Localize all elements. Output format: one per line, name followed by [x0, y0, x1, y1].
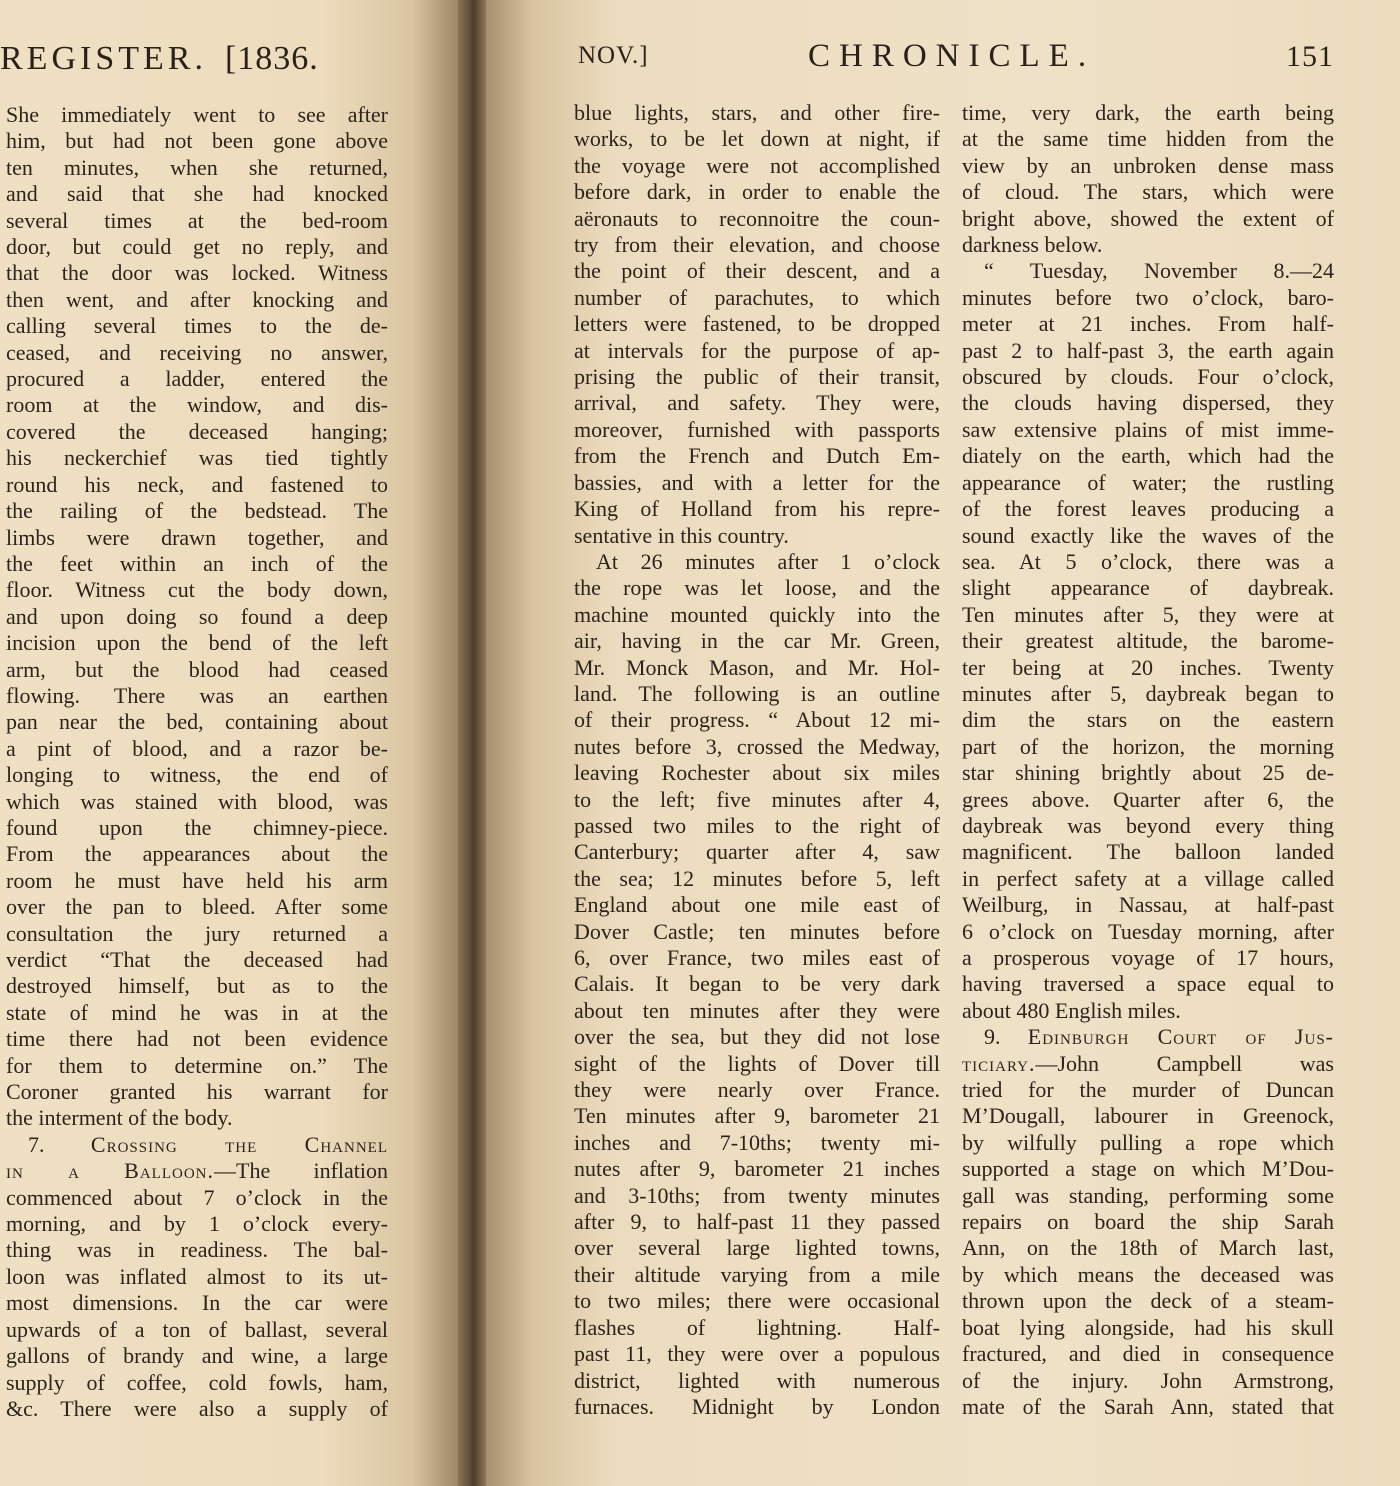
- text-line: darkness below.: [962, 232, 1103, 258]
- text-line: and upon doing so found a deep: [6, 603, 388, 629]
- text-line: ten minutes, when she returned,: [6, 154, 388, 180]
- text-line: before dark, in order to enable the: [574, 179, 940, 205]
- text-line: number of parachutes, to which: [574, 284, 940, 310]
- text-line: in a Balloon.—The inflation: [6, 1158, 388, 1184]
- right-text-column: [962, 100, 1334, 1420]
- text-line: repairs on board the ship Sarah: [962, 1209, 1334, 1235]
- text-line: gallons of brandy and wine, a large: [6, 1343, 388, 1369]
- text-line: a pint of blood, and a razor be-: [6, 735, 388, 761]
- text-line: moreover, furnished with passports: [574, 416, 940, 442]
- text-line: of their progress. “ About 12 mi-: [574, 707, 940, 733]
- text-line: then went, and after knocking and: [6, 286, 388, 312]
- text-line: &c. There were also a supply of: [6, 1395, 388, 1421]
- text-line: the clouds having dispersed, they: [962, 390, 1334, 416]
- text-line: about ten minutes after they were: [574, 997, 940, 1023]
- text-line: longing to witness, the end of: [6, 762, 388, 788]
- text-line: morning, and by 1 o’clock every-: [6, 1211, 388, 1237]
- text-line: ter being at 20 inches. Twenty: [962, 654, 1334, 680]
- text-line: after 9, to half-past 11 they passed: [574, 1209, 940, 1235]
- text-line: verdict “That the deceased had: [6, 947, 388, 972]
- text-line: consultation the jury returned a: [6, 920, 388, 946]
- text-line: obscured by clouds. Four o’clock,: [962, 364, 1334, 390]
- section-heading: in a Balloon.: [6, 1158, 214, 1184]
- text-line: furnaces. Midnight by London: [574, 1393, 940, 1419]
- text-line: room he must have held his arm: [6, 867, 388, 893]
- text-line: Calais. It began to be very dark: [574, 971, 940, 997]
- text-line: Dover Castle; ten minutes before: [574, 918, 940, 944]
- text-line: leaving Rochester about six miles: [574, 760, 940, 786]
- text-line: his neckerchief was tied tightly: [6, 445, 388, 471]
- text-line: state of mind he was in at the: [6, 999, 388, 1025]
- text-line: their greatest altitude, the barome-: [962, 628, 1334, 654]
- section-heading: Crossing the Channel: [90, 1131, 389, 1157]
- text-line: several times at the bed-room: [6, 207, 388, 233]
- text-line: “ Tuesday, November 8.—24: [984, 258, 1334, 284]
- text-line: time, very dark, the earth being: [962, 100, 1334, 125]
- right-running-month: NOV.]: [578, 42, 649, 69]
- text-line: ceased, and receiving no answer,: [6, 339, 388, 365]
- text-line: air, having in the car Mr. Green,: [574, 628, 940, 654]
- text-line: time there had not been evidence: [6, 1026, 388, 1052]
- text-line: district, lighted with numerous: [574, 1367, 940, 1393]
- text-line: room at the window, and dis-: [6, 392, 388, 418]
- text-line: bassies, and with a letter for the: [574, 469, 940, 495]
- text-line: flashes of lightning. Half-: [574, 1314, 940, 1340]
- text-line: mate of the Sarah Ann, stated that: [962, 1393, 1334, 1419]
- text-line: the railing of the bedstead. The: [6, 498, 388, 524]
- text-line: procured a ladder, entered the: [6, 366, 388, 392]
- text-line: 6, over France, two miles east of: [574, 945, 940, 970]
- right-page: [486, 0, 1400, 1486]
- text-line: try from their elevation, and choose: [574, 232, 940, 258]
- text-line: to the left; five minutes after 4,: [574, 786, 940, 812]
- text-line: commenced about 7 o’clock in the: [6, 1184, 388, 1210]
- text-line: aëronauts to reconnoitre the coun-: [574, 205, 940, 231]
- text-line: of the injury. John Armstrong,: [962, 1367, 1334, 1393]
- text-line: nutes after 9, barometer 21 inches: [574, 1156, 940, 1182]
- text-line: incision upon the bend of the left: [6, 630, 388, 656]
- text-line: Ten minutes after 9, barometer 21: [574, 1103, 940, 1129]
- text-line: him, but had not been gone above: [6, 128, 388, 154]
- text-line: the point of their descent, and a: [574, 258, 940, 284]
- text-line: at the same time hidden from the: [962, 126, 1334, 152]
- text-line: slight appearance of daybreak.: [962, 575, 1334, 601]
- text-line: that the door was locked. Witness: [6, 260, 388, 286]
- text-line: passed two miles to the right of: [574, 812, 940, 838]
- text-line: works, to be let down at night, if: [574, 126, 940, 152]
- text-line: and 3-10ths; from twenty minutes: [574, 1182, 940, 1208]
- text-line: magnificent. The balloon landed: [962, 839, 1334, 865]
- text-line: Weilburg, in Nassau, at half-past: [962, 892, 1334, 918]
- text-line: the voyage were not accomplished: [574, 152, 940, 178]
- text-line: the rope was let loose, and the: [574, 575, 940, 601]
- text-line: they were nearly over France.: [574, 1077, 940, 1103]
- text-line: view by an unbroken dense mass: [962, 152, 1334, 178]
- text-line: which was stained with blood, was: [6, 788, 388, 814]
- text-line: 9. Edinburgh Court of Jus-: [984, 1024, 1334, 1050]
- text-line: to two miles; there were occasional: [574, 1288, 940, 1314]
- text-line: covered the deceased hanging;: [6, 418, 388, 444]
- text-line: 6 o’clock on Tuesday morning, after: [962, 918, 1334, 944]
- text-line: round his neck, and fastened to: [6, 471, 388, 497]
- text-line: loon was inflated almost to its ut-: [6, 1263, 388, 1289]
- text-line: by which means the deceased was: [962, 1261, 1334, 1287]
- text-line: dim the stars on the eastern: [962, 707, 1334, 733]
- text-line: their altitude varying from a mile: [574, 1261, 940, 1287]
- book-gutter: [458, 0, 486, 1486]
- text-line: blue lights, stars, and other fire-: [574, 100, 940, 125]
- text-line: tried for the murder of Duncan: [962, 1077, 1334, 1103]
- text-line: sea. At 5 o’clock, there was a: [962, 548, 1334, 574]
- text-line: Ten minutes after 5, they were at: [962, 601, 1334, 627]
- text-line: the sea; 12 minutes before 5, left: [574, 865, 940, 891]
- text-line: pan near the bed, containing about: [6, 709, 388, 735]
- text-line: daybreak was beyond every thing: [962, 812, 1334, 838]
- text-line: arm, but the blood had ceased: [6, 656, 388, 682]
- text-line: and said that she had knocked: [6, 181, 388, 207]
- text-line: letters were fastened, to be dropped: [574, 311, 940, 337]
- text-line: minutes before two o’clock, baro-: [962, 284, 1334, 310]
- text-line: Mr. Monck Mason, and Mr. Hol-: [574, 654, 940, 680]
- text-line: flowing. There was an earthen: [6, 682, 388, 708]
- text-line: saw extensive plains of mist imme-: [962, 416, 1334, 442]
- text-line: the interment of the body.: [6, 1105, 233, 1131]
- left-text-column: [6, 102, 388, 1422]
- section-heading: Edinburgh Court of Jus-: [1027, 1024, 1334, 1050]
- text-line: nutes before 3, crossed the Medway,: [574, 733, 940, 759]
- text-line: having traversed a space equal to: [962, 971, 1334, 997]
- text-line: past 2 to half-past 3, the earth again: [962, 337, 1334, 363]
- text-line: star shining brightly about 25 de-: [962, 760, 1334, 786]
- left-running-title: REGISTER.: [0, 40, 207, 77]
- text-line: destroyed himself, but as to the: [6, 973, 388, 999]
- left-running-head: [0, 40, 319, 78]
- text-line: appearance of water; the rustling: [962, 469, 1334, 495]
- text-line: in perfect safety at a village called: [962, 865, 1334, 891]
- text-line: of cloud. The stars, which were: [962, 179, 1334, 205]
- text-line: from the French and Dutch Em-: [574, 443, 940, 469]
- text-line: meter at 21 inches. From half-: [962, 311, 1334, 337]
- text-line: limbs were drawn together, and: [6, 524, 388, 550]
- text-line: At 26 minutes after 1 o’clock: [596, 548, 940, 574]
- text-line: England about one mile east of: [574, 892, 940, 918]
- text-line: over the pan to bleed. After some: [6, 894, 388, 920]
- text-line: prising the public of their transit,: [574, 364, 940, 390]
- text-line: boat lying alongside, had his skull: [962, 1314, 1334, 1340]
- text-line: grees above. Quarter after 6, the: [962, 786, 1334, 812]
- text-line: a prosperous voyage of 17 hours,: [962, 945, 1334, 970]
- text-line: Coroner granted his warrant for: [6, 1079, 388, 1105]
- page-number: 151: [1286, 40, 1334, 73]
- text-line: M’Dougall, labourer in Greenock,: [962, 1103, 1334, 1129]
- text-line: inches and 7-10ths; twenty mi-: [574, 1129, 940, 1155]
- middle-text-column: [574, 100, 940, 1420]
- text-line: bright above, showed the extent of: [962, 205, 1334, 231]
- text-line: land. The following is an outline: [574, 680, 940, 706]
- text-line: most dimensions. In the car were: [6, 1290, 388, 1316]
- left-page: [0, 0, 458, 1486]
- text-line: sight of the lights of Dover till: [574, 1050, 940, 1076]
- text-line: floor. Witness cut the body down,: [6, 577, 388, 603]
- text-line: the feet within an inch of the: [6, 550, 388, 576]
- text-line: She immediately went to see after: [6, 102, 388, 127]
- text-line: sentative in this country.: [574, 522, 789, 548]
- right-running-title: CHRONICLE.: [808, 38, 1096, 74]
- text-line: machine mounted quickly into the: [574, 601, 940, 627]
- text-line: sound exactly like the waves of the: [962, 522, 1334, 548]
- text-line: gall was standing, performing some: [962, 1182, 1334, 1208]
- text-line: From the appearances about the: [6, 841, 388, 867]
- text-line: minutes after 5, daybreak began to: [962, 680, 1334, 706]
- text-line: door, but could get no reply, and: [6, 234, 388, 260]
- left-running-year: [1836.: [224, 40, 319, 77]
- text-line: part of the horizon, the morning: [962, 733, 1334, 759]
- text-line: arrival, and safety. They were,: [574, 390, 940, 416]
- text-line: thrown upon the deck of a steam-: [962, 1288, 1334, 1314]
- text-line: past 11, they were over a populous: [574, 1341, 940, 1367]
- text-line: thing was in readiness. The bal-: [6, 1237, 388, 1263]
- text-line: supply of coffee, cold fowls, ham,: [6, 1369, 388, 1395]
- section-heading: ticiary.: [962, 1050, 1036, 1076]
- text-line: over several large lighted towns,: [574, 1235, 940, 1261]
- text-line: fractured, and died in consequence: [962, 1341, 1334, 1367]
- text-line: at intervals for the purpose of ap-: [574, 337, 940, 363]
- text-line: 7. Crossing the Channel: [28, 1131, 389, 1157]
- text-line: about 480 English miles.: [962, 997, 1181, 1023]
- text-line: over the sea, but they did not lose: [574, 1024, 940, 1050]
- text-line: ticiary.—John Campbell was: [962, 1050, 1334, 1076]
- text-line: supported a stage on which M’Dou-: [962, 1156, 1334, 1182]
- text-line: upwards of a ton of ballast, several: [6, 1316, 388, 1342]
- text-line: Canterbury; quarter after 4, saw: [574, 839, 940, 865]
- text-line: by wilfully pulling a rope which: [962, 1129, 1334, 1155]
- text-line: found upon the chimney-piece.: [6, 814, 388, 840]
- text-line: diately on the earth, which had the: [962, 443, 1334, 469]
- text-line: for them to determine on.” The: [6, 1052, 388, 1078]
- text-line: of the forest leaves producing a: [962, 496, 1334, 522]
- text-line: King of Holland from his repre-: [574, 496, 940, 522]
- text-line: calling several times to the de-: [6, 313, 388, 339]
- text-line: Ann, on the 18th of March last,: [962, 1235, 1334, 1261]
